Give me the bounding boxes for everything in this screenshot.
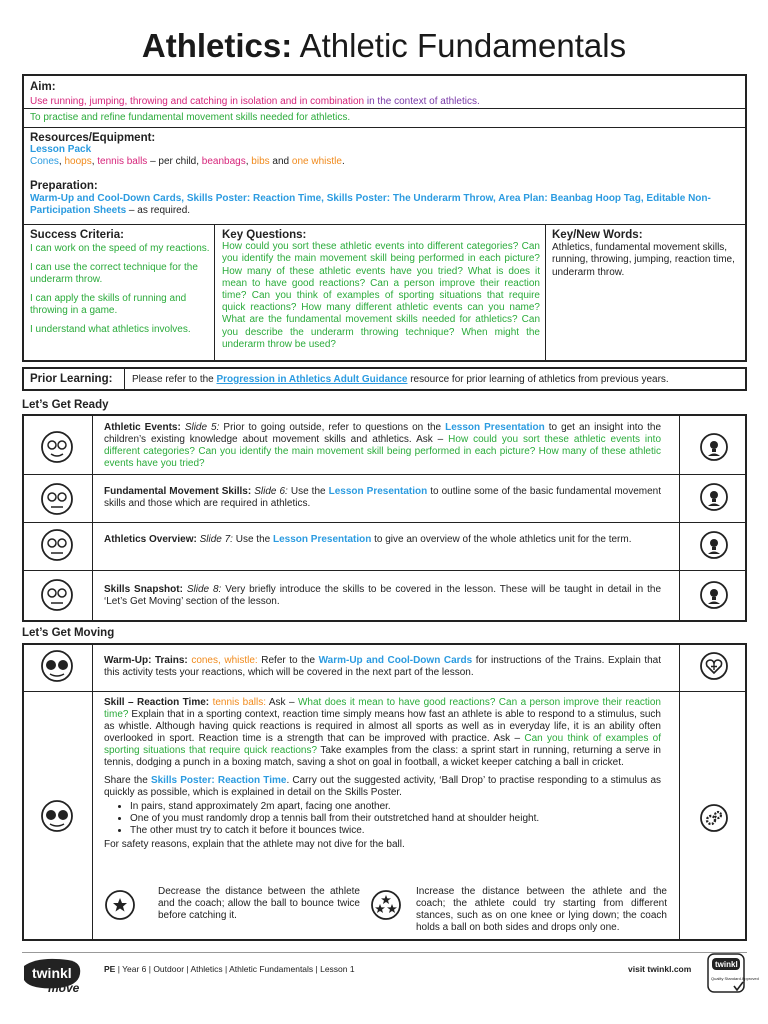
svg-text:Quality Standard Approved: Quality Standard Approved xyxy=(711,976,759,981)
aim-section: Aim: Use running, jumping, throwing and catching in isolation and in combination in the context of athletics. xyxy=(30,81,739,108)
gears-icon xyxy=(699,803,729,833)
preparation-resources[interactable]: Warm-Up and Cool-Down Cards, Skills Poster: Reaction Time, Skills Poster: The Underarm Throw, Area Plan: Beanbag Hoop Tag, Editable Non-Participation Sheets xyxy=(30,192,711,216)
athletics-overview-text: Athletics Overview: Slide 7: Use the Lesson Presentation to give an overview of the whole athletics unit for the term. xyxy=(104,534,632,545)
prior-learning-box: Prior Learning: Please refer to the Progression in Athletics Adult Guidance resource for prior learning of athletics from previous years. xyxy=(22,367,747,391)
lightbulb-icon xyxy=(699,580,729,610)
footer-path: PE | Year 6 | Outdoor | Athletics | Athletic Fundamentals | Lesson 1 xyxy=(104,964,355,974)
lets-get-ready-heading: Let’s Get Ready xyxy=(22,399,109,411)
get-ready-box xyxy=(22,414,747,622)
owl-face-icon xyxy=(40,482,74,516)
visit-twinkl-link[interactable]: visit twinkl.com xyxy=(628,964,692,974)
prior-learning-label: Prior Learning: xyxy=(30,373,113,385)
owl-face-icon xyxy=(40,528,74,562)
lesson-presentation-link[interactable]: Lesson Presentation xyxy=(445,422,545,433)
svg-text:twinkl: twinkl xyxy=(32,965,72,981)
lightbulb-icon xyxy=(699,432,729,462)
resources-section: Resources/Equipment: Lesson Pack Cones, hoops, tennis balls – per child, beanbags, bibs and one whistle. xyxy=(30,132,739,168)
svg-text:twinkl: twinkl xyxy=(715,960,738,969)
quality-badge-icon xyxy=(706,952,759,996)
twinkl-move-logo xyxy=(18,952,88,996)
aim-line-1: Use running, jumping, throwing and catching in isolation and in combination xyxy=(30,96,365,107)
lesson-overview-box xyxy=(22,74,747,362)
get-moving-box xyxy=(22,643,747,941)
lightbulb-icon xyxy=(699,482,729,512)
warm-up-text: Warm-Up: Trains: cones, whistle: Refer to the Warm-Up and Cool-Down Cards for instructions of the Trains. Explain that this activity tests your reactions, which will be covered in the next part of the lesson. xyxy=(104,655,662,678)
svg-text:move: move xyxy=(48,981,80,995)
pair-faces-icon xyxy=(40,649,74,683)
owl-face-icon xyxy=(40,578,74,612)
aim-line-2: To practise and refine fundamental movement skills needed for athletics. xyxy=(30,112,351,123)
lesson-presentation-link[interactable]: Lesson Presentation xyxy=(328,486,428,497)
lightbulb-icon xyxy=(699,530,729,560)
athlete-face-icon xyxy=(40,430,74,464)
key-questions: Key Questions: How could you sort these athletic events into different categories? Can you identify the main movement skill being performed in each picture? How many of these athletic events have you tried? What is does it mean to have good reactions? Can a person improve their reaction time? Can you think of examples of sporting situations that require quick reactions? How many different athletic events can you name? What are the fundamental movement skills needed for athletics? Can you describe the underarm throwing technique? When might the underarm throw be used? xyxy=(222,229,540,350)
pair-faces-icon xyxy=(40,799,74,833)
aim-label: Aim: xyxy=(30,81,56,93)
progression-guidance-link[interactable]: Progression in Athletics Adult Guidance xyxy=(216,374,408,385)
warm-up-cards-link[interactable]: Warm-Up and Cool-Down Cards xyxy=(318,655,473,666)
harder-stars-icon xyxy=(370,889,402,921)
fundamental-skills-text: Fundamental Movement Skills: Slide 6: Use the Lesson Presentation to outline some of the basic fundamental movement skills and those which are required in athletics. xyxy=(104,486,661,509)
easier-star-icon xyxy=(104,889,136,921)
easier-text: Decrease the distance between the athlete and the coach; allow the ball to bounce twice before catching it. xyxy=(158,886,360,921)
activity-steps: • In pairs, stand approximately 2m apart, facing one another. • One of you must randomly drop a tennis ball from their outstretched hand at shoulder height. • The other must try to catch it before it bounces twice. xyxy=(104,801,661,837)
preparation-section: Preparation: Warm-Up and Cool-Down Cards, Skills Poster: Reaction Time, Skills Poster: The Underarm Throw, Area Plan: Beanbag Hoop Tag, Editable Non-Participation Sheets – as required. xyxy=(30,180,711,216)
lets-get-moving-heading: Let’s Get Moving xyxy=(22,627,115,639)
lesson-presentation-link[interactable]: Lesson Presentation xyxy=(272,534,372,545)
key-words: Key/New Words: Athletics, fundamental movement skills, running, throwing, jumping, reaction time, underarm throw. xyxy=(552,229,735,278)
reaction-time-text: Skill – Reaction Time: tennis balls: Ask – What does it mean to have good reactions? Can a person improve their reaction time? Explain that in a sporting context, reaction time simply means how fast an athlete is able to respond to a stimulus, such as whistle. Although having quick reactions is required in almost all sports as well as in everyday life, it is an ability often overlooked in sport. Reaction time is a strength that can be improved with practice. Ask – Can you think of examples of sporting situations that require quick reactions? Take examples from the class: a sprint start in running, returning a serve in tennis, dodging a punch in a boxing match, saving a shot on goal in football, a wicket keeper catching a ball in cricket. Share the Skills Poster: Reaction Time. Carry out the suggested activity, ‘Ball Drop’ to practise responding to a stimulus as quickly as possible, which is explained in detail on the Skills Poster. • In pairs, stand approximately 2m apart, facing one another. • One of you must randomly drop a tennis ball from their outstretched hand at shoulder height. • The other must try to catch it before it bounces twice. For safety reasons, explain that the athlete may not dive for the ball. xyxy=(104,697,661,851)
skills-snapshot-text: Skills Snapshot: Slide 8: Very briefly introduce the skills to be covered in the lesson. These will be taught in detail in the ‘Let’s Get Moving’ section of the lesson. xyxy=(104,584,662,607)
harder-text: Increase the distance between the athlete and the coach; the athlete could try starting from different stances, such as on one knee or lying down; the coach holds a ball on both sides and drops only one. xyxy=(416,886,667,933)
athletic-events-text: Athletic Events: Slide 5: Prior to going outside, refer to questions on the Lesson Presentation to get an insight into the children’s existing knowledge about movement skills and athletics. Ask – How could you sort these athletic events into different categories? Can you identify the main movement skill being performed in each picture? How many of these athletic events have you tried? xyxy=(104,422,662,469)
lesson-pack-link[interactable]: Lesson Pack xyxy=(30,144,92,155)
success-criteria: Success Criteria: I can work on the speed of my reactions. I can use the correct technique for the underarm throw. I can apply the skills of running and throwing in a game. I understand what athletics involves. xyxy=(30,229,210,335)
reaction-poster-link[interactable]: Skills Poster: Reaction Time xyxy=(150,775,287,786)
heart-icon xyxy=(699,651,729,681)
page-title: Athletics: Athletic Fundamentals xyxy=(141,27,627,64)
